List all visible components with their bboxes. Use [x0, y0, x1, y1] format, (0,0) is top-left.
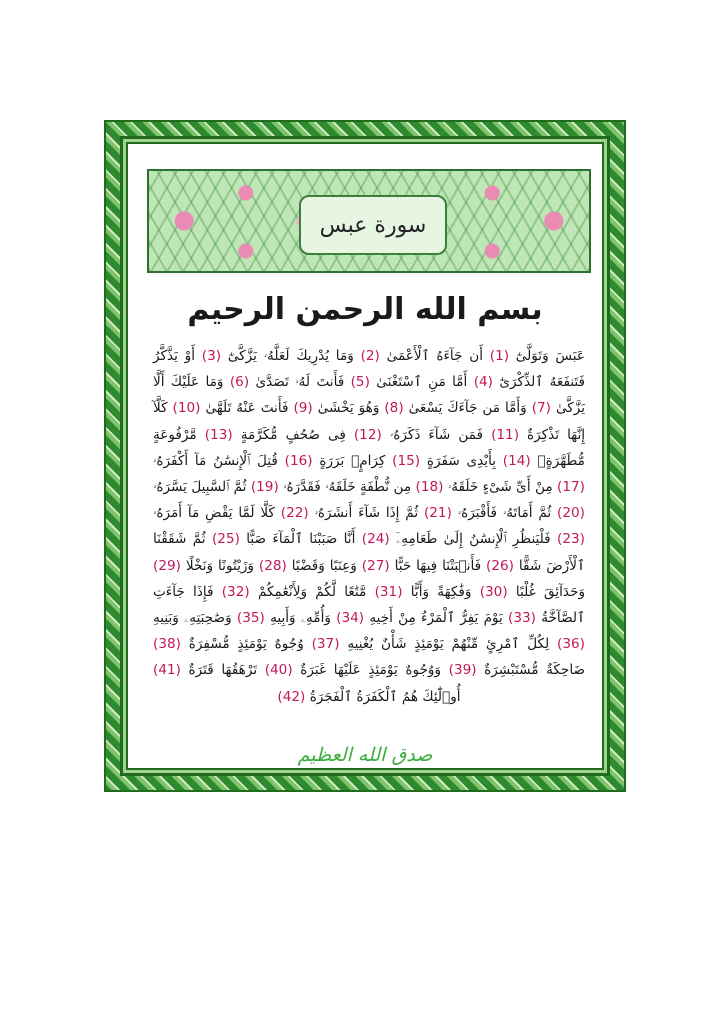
verse-number: (14) [502, 452, 531, 469]
verse-number-value: 38 [158, 636, 176, 653]
verse-number: (1) [489, 348, 510, 364]
verse-text: وَصَٰحِبَتِهِۦ وَبَنِيهِ [153, 610, 232, 627]
closing-text: صدق الله العظيم [297, 744, 433, 766]
verse-text: وُجُوهٌ يَوْمَئِذٍ مُّسْفِرَةٌ [188, 636, 304, 653]
verse-number-value: 5 [355, 374, 365, 391]
verse-number: (36) [557, 636, 585, 653]
verse-number: (18) [415, 479, 444, 496]
verse-number: (38) [153, 636, 181, 653]
verse-text: ثُمَّ أَمَاتَهُۥ فَأَقْبَرَهُۥ [457, 505, 552, 522]
verse-number-value: 24 [367, 531, 385, 548]
verse-number: (17) [557, 479, 585, 496]
verse-number-value: 23 [562, 531, 580, 548]
verse-text: وَمَا عَلَيْكَ أَلَّا يَزَّكَّىٰ [153, 374, 586, 417]
verse-number-value: 14 [508, 452, 526, 469]
verse-number-value: 26 [491, 557, 509, 574]
verse-number-value: 1 [495, 348, 504, 364]
verse-number: (12) [353, 426, 382, 443]
verse-number-value: 27 [367, 557, 385, 574]
verse-number: (39) [448, 662, 477, 679]
verse-text: فَإِذَا جَآءَتِ ٱلصَّآخَّةُ [153, 583, 585, 627]
verse-number: (11) [491, 426, 520, 443]
verse-text: ثُمَّ إِذَا شَآءَ أَنشَرَهُۥ [314, 505, 419, 522]
verse-number: (13) [204, 426, 233, 443]
verse-number-value: 42 [282, 688, 301, 705]
verse-text: أَوْ يَذَّكَّرُ فَتَنفَعَهُ ٱلذِّكْرَىٰٓ [153, 348, 586, 391]
verse-number-value: 41 [158, 662, 176, 679]
verse-text: وَأَمَّا مَن جَآءَكَ يَسْعَىٰ [408, 400, 527, 417]
verse-number: (37) [311, 636, 340, 653]
verse-text: وَهُوَ يَخْشَىٰ [317, 400, 380, 417]
verse-text: ثُمَّ ٱلسَّبِيلَ يَسَّرَهُۥ [153, 479, 247, 496]
verse-number-value: 36 [562, 636, 580, 653]
verse-number-value: 10 [177, 400, 196, 417]
verse-number: (35) [236, 610, 265, 627]
verse-text: أَنَّا صَبَبْنَا ٱلْمَآءَ صَبًّا [246, 531, 356, 548]
verse-number-value: 30 [485, 583, 503, 600]
verse-text: مِنْ أَىِّ شَىْءٍ خَلَقَهُۥ [447, 479, 553, 496]
verse-number: (2) [360, 348, 380, 364]
verse-text: فَمَن شَآءَ ذَكَرَهُۥ [389, 426, 484, 443]
verse-text: كِرَامٍۭ بَرَرَةٍ [319, 452, 386, 469]
verse-text: لِكُلِّ ٱمْرِئٍ مِّنْهُمْ يَوْمَئِذٍ شَأْنٌ يُغْنِيهِ [347, 636, 550, 653]
verse-text: أَن جَآءَهُ ٱلْأَعْمَىٰ [386, 348, 483, 364]
verse-text: فَأَنتَ لَهُۥ تَصَدَّىٰ [255, 374, 345, 391]
verse-number: (29) [153, 557, 181, 574]
verse-number: (16) [284, 452, 313, 469]
verse-number: (3) [201, 348, 222, 364]
verse-number: (33) [508, 610, 536, 627]
verse-number: (42) [277, 688, 306, 705]
verse-text: وَوُجُوهٌ يَوْمَئِذٍ عَلَيْهَا غَبَرَةٌ [300, 662, 442, 679]
verse-number: (20) [557, 505, 585, 522]
verse-number: (8) [384, 400, 404, 417]
verse-text: ضَاحِكَةٌ مُّسْتَبْشِرَةٌ [484, 662, 586, 679]
verse-text: ثُمَّ شَقَقْنَا ٱلْأَرْضَ شَقًّا [153, 531, 585, 574]
verse-number-value: 9 [298, 400, 308, 417]
verse-number: (15) [392, 452, 421, 469]
verse-number-value: 13 [210, 426, 228, 443]
verse-text: أَمَّا مَنِ ٱسْتَغْنَىٰ [376, 374, 468, 391]
verse-number-value: 34 [341, 610, 359, 627]
verse-text: فَلْيَنظُرِ ٱلْإِنسَٰنُ إِلَىٰ طَعَامِهِۦٓ [396, 531, 551, 548]
verse-number-value: 18 [420, 479, 439, 496]
verse-number-value: 28 [264, 557, 282, 574]
verse-number: (40) [264, 662, 293, 679]
verse-text: وَحَدَآئِقَ غُلْبًا [515, 583, 586, 600]
verse-text: أُو۟لَٰٓئِكَ هُمُ ٱلْكَفَرَةُ ٱلْفَجَرَةُ [309, 688, 461, 705]
verse-text: قُتِلَ ٱلْإِنسَٰنُ مَآ أَكْفَرَهُۥ [153, 452, 278, 469]
verse-number: (32) [221, 583, 250, 600]
verse-number: (9) [293, 400, 313, 417]
verse-number-value: 6 [235, 374, 244, 391]
verse-number: (41) [153, 662, 181, 679]
verse-text: وَمَا يُدْرِيكَ لَعَلَّهُۥ يَزَّكَّىٰٓ [227, 348, 354, 364]
verse-number: (28) [258, 557, 287, 574]
verse-number: (31) [374, 583, 403, 600]
verses-block [153, 343, 585, 723]
verse-number: (25) [211, 531, 240, 548]
verse-text: فَأَنۢبَتْنَا فِيهَا حَبًّا [394, 557, 482, 574]
verse-text: مَّرْفُوعَةٍ مُّطَهَّرَةٍۭ [153, 426, 585, 469]
verse-number-value: 8 [389, 400, 399, 417]
verse-number-value: 20 [562, 505, 580, 522]
verse-number: (26) [486, 557, 514, 574]
verse-text: فَأَنتَ عَنْهُ تَلَهَّىٰ [205, 400, 289, 417]
verse-number-value: 37 [316, 636, 335, 653]
verse-text: عَبَسَ وَتَوَلَّىٰٓ [515, 348, 585, 364]
verse-text: كَلَّآ إِنَّهَا تَذْكِرَةٌ [153, 400, 586, 443]
verse-number-value: 11 [496, 426, 514, 443]
verse-number: (6) [229, 374, 250, 391]
verse-number: (27) [361, 557, 390, 574]
closing-phrase [163, 735, 567, 775]
verse-number-value: 39 [453, 662, 472, 679]
verse-text: وَأُمِّهِۦ وَأَبِيهِ [270, 610, 331, 627]
verse-text: مَّتَٰعًا لَّكُمْ وَلِأَنْعَٰمِكُمْ [257, 583, 367, 600]
verse-text: وَعِنَبًا وَقَضْبًا [291, 557, 357, 574]
verse-number: (4) [473, 374, 493, 391]
page-panel [120, 136, 610, 776]
floral-header-panel [147, 169, 591, 273]
verse-number: (30) [479, 583, 508, 600]
verse-number-value: 25 [217, 531, 235, 548]
verse-text: فِى صُحُفٍ مُّكَرَّمَةٍ [240, 426, 346, 443]
verse-number-value: 15 [397, 452, 415, 469]
verse-text: بِأَيْدِى سَفَرَةٍ [426, 452, 497, 469]
basmala-text: بسم الله الرحمن الرحيم [187, 291, 543, 327]
verse-text: مِن نُّطْفَةٍ خَلَقَهُۥ فَقَدَّرَهُۥ [283, 479, 412, 496]
verse-number: (23) [557, 531, 585, 548]
verse-number-value: 17 [562, 479, 580, 496]
verse-number-value: 12 [359, 426, 377, 443]
verse-text: وَزَيْتُونًا وَنَخْلًا [185, 557, 254, 574]
verse-text: يَوْمَ يَفِرُّ ٱلْمَرْءُ مِنْ أَخِيهِ [369, 610, 503, 627]
title-cartouche [299, 195, 447, 255]
verse-number-value: 22 [286, 505, 304, 522]
surah-title: سورة عبس [319, 212, 427, 238]
verse-number-value: 40 [270, 662, 288, 679]
verse-number-value: 33 [513, 610, 531, 627]
verse-number-value: 3 [207, 348, 216, 364]
verse-number: (10) [172, 400, 201, 417]
verse-number: (24) [361, 531, 390, 548]
verse-number-value: 19 [256, 479, 274, 496]
decorative-frame [104, 120, 626, 792]
verse-number: (5) [350, 374, 370, 391]
verse-number-value: 35 [242, 610, 260, 627]
verse-number: (22) [280, 505, 309, 522]
verse-number: (34) [336, 610, 365, 627]
verse-number-value: 29 [158, 557, 176, 574]
verse-number: (21) [423, 505, 452, 522]
verse-number-value: 31 [379, 583, 398, 600]
verse-number-value: 32 [227, 583, 245, 600]
verse-number-value: 2 [365, 348, 375, 364]
verse-number-value: 7 [537, 400, 546, 417]
verse-number: (19) [250, 479, 279, 496]
verse-number: (7) [531, 400, 551, 417]
verse-number-value: 4 [479, 374, 488, 391]
basmala [163, 283, 567, 335]
verse-text: كَلَّا لَمَّا يَقْضِ مَآ أَمَرَهُۥ [153, 505, 275, 522]
verse-text: وَفَٰكِهَةً وَأَبًّا [410, 583, 472, 600]
verse-number-value: 16 [289, 452, 308, 469]
verse-number-value: 21 [429, 505, 447, 522]
verse-text: تَرْهَقُهَا قَتَرَةٌ [188, 662, 258, 679]
